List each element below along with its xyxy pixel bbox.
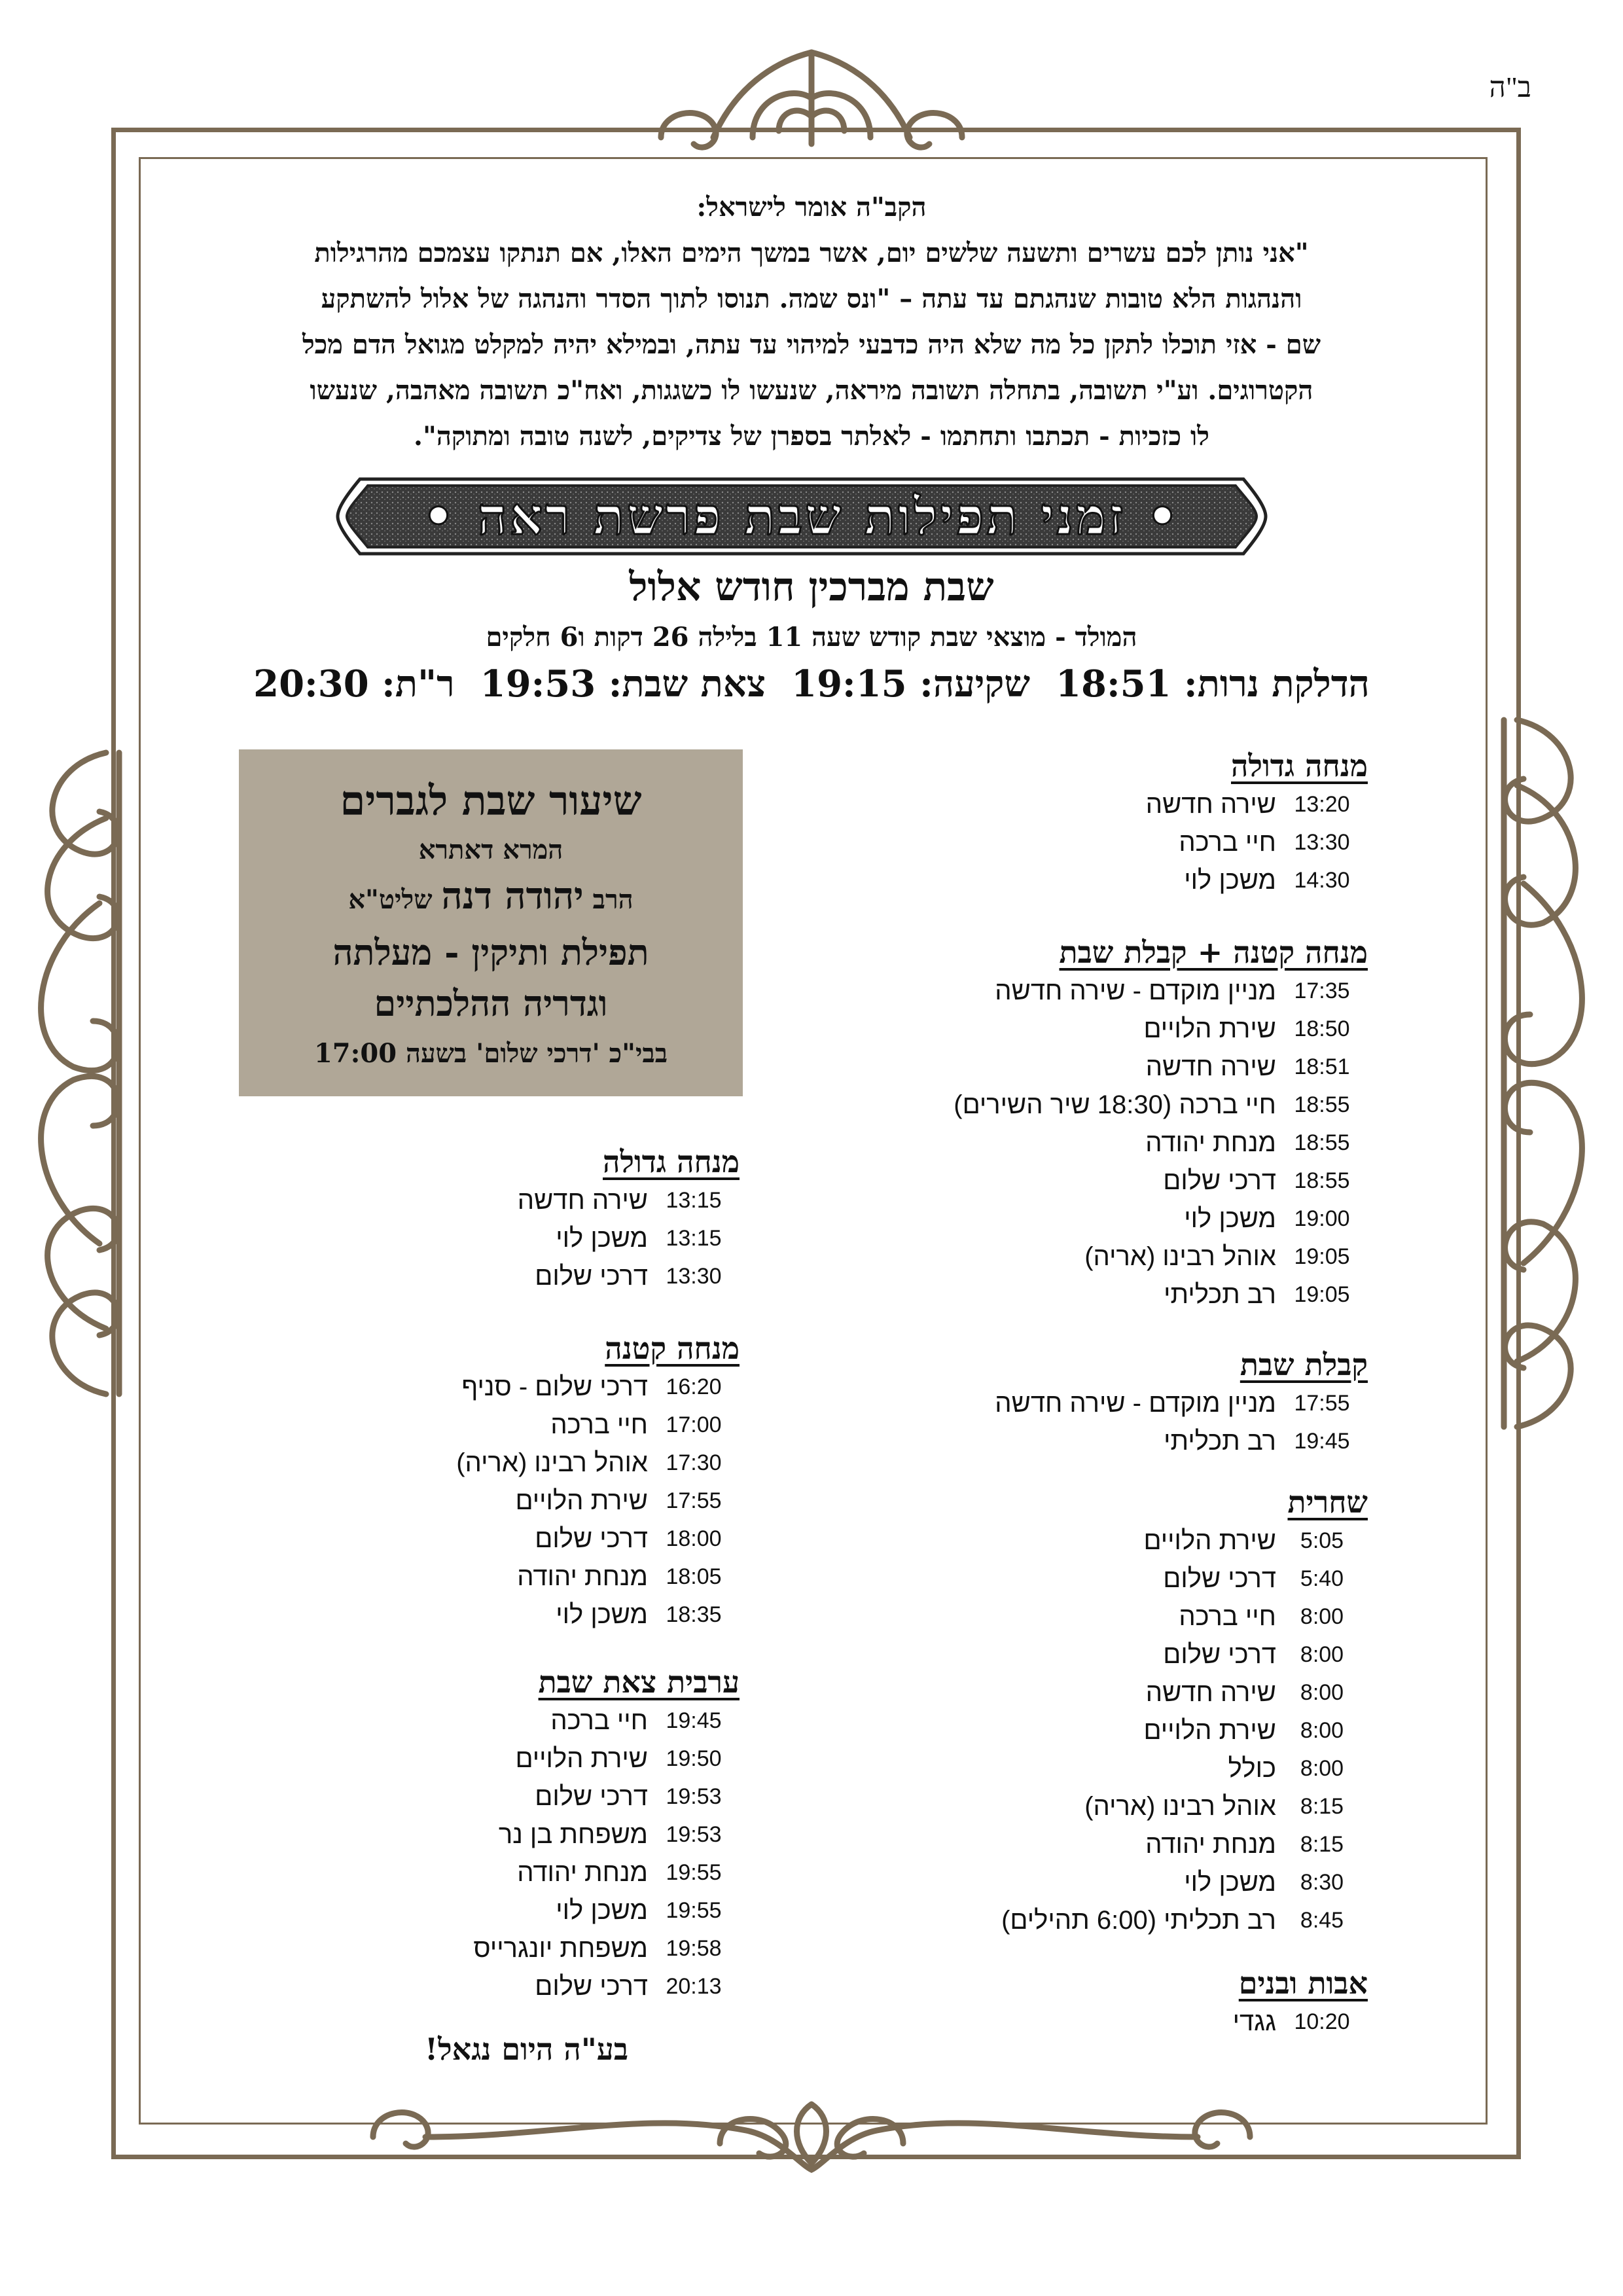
intro-line: והנהגות הלא טובות שנהגתם עד עתה – "ונס שמה. תנוסו לתוך הסדר והנהגה של אלול להשתקע [321, 283, 1302, 314]
row-time: 19:50 [666, 1746, 722, 1771]
row-name: שירה חדשה [1145, 1677, 1276, 1707]
left-scroll-ornament [8, 740, 139, 1407]
table-row [386, 1892, 740, 1929]
table-row [897, 1712, 1368, 1749]
row-name: משפחת בן נר [498, 1820, 648, 1849]
table-row [386, 1967, 740, 2005]
row-name: אוהל רבינו (אריה) [1084, 1791, 1276, 1821]
row-name: חיי ברכה [550, 1410, 648, 1439]
section-heading: מנחה קטנה [605, 1331, 740, 1366]
intro-quote [216, 185, 1407, 459]
row-name: רב תכליתי (6:00 תהילים) [1001, 1905, 1276, 1935]
row-time: 8:15 [1300, 1793, 1344, 1819]
table-row [386, 1520, 740, 1558]
row-time: 13:30 [666, 1263, 722, 1289]
table-row [897, 1384, 1368, 1422]
row-time: 17:30 [666, 1450, 722, 1475]
table-row [897, 1560, 1368, 1598]
row-time: 19:00 [1294, 1206, 1350, 1231]
section-heading: מנחה קטנה + קבלת שבת [1059, 935, 1368, 970]
table-row [897, 1598, 1368, 1636]
table-row [897, 1048, 1368, 1086]
row-time: 10:20 [1294, 2009, 1350, 2034]
table-row [386, 1219, 740, 1257]
row-name: משכן לוי [1184, 1204, 1276, 1233]
row-name: משכן לוי [1184, 1867, 1276, 1897]
row-time: 18:55 [1294, 1168, 1350, 1193]
row-name: שירה חדשה [517, 1185, 648, 1215]
section-heading: ערבית צאת שבת [538, 1664, 740, 1700]
row-time: 17:55 [1294, 1390, 1350, 1416]
table-row [386, 1558, 740, 1596]
intro-line: הקטרוגים. וע"י תשובה, בתחלה תשובה מיראה, שנעשו לו כשגגות, ואח"כ תשובה מאהבה, שנעשו [310, 375, 1313, 406]
section-avot-ubanim [897, 1964, 1368, 2041]
shiur-box [239, 749, 743, 1096]
row-name: מניין מוקדם - שירה חדשה [995, 1388, 1276, 1418]
section-shacharit [897, 1482, 1368, 1939]
table-row [897, 1901, 1368, 1939]
section-mincha-gedola-motzash [386, 1142, 740, 1295]
row-name: משפחת יונגרייס [473, 1933, 648, 1963]
row-time: 8:00 [1300, 1755, 1344, 1781]
row-time: 19:45 [666, 1708, 722, 1733]
bottom-scroll-ornament [353, 2091, 1270, 2183]
row-name: רב תכליתי [1164, 1280, 1276, 1309]
intro-line: שם - אזי תוכלו לתקן כל מה שלא היה כדבעי למיהוי עד עתה, ובמילא יהיה למקלט מגואל הדם מכל [302, 329, 1321, 360]
table-row [386, 1406, 740, 1444]
row-name: שירה חדשה [1145, 1052, 1276, 1081]
row-time: 19:53 [666, 1821, 722, 1847]
intro-line: "אני נותן לכם עשרים ותשעה שלשים יום, אשר במשך הימים האלו, אם תנתקו עצמכם מהרגילות [314, 238, 1309, 268]
row-time: 19:05 [1294, 1244, 1350, 1269]
table-row [897, 1162, 1368, 1200]
row-time: 13:30 [1294, 829, 1350, 855]
table-row [897, 1276, 1368, 1314]
row-name: מנחת יהודה [1145, 1128, 1276, 1157]
shiur-title: שיעור שבת לגברים [340, 777, 642, 825]
table-row [897, 1522, 1368, 1560]
row-name: רב תכליתי [1164, 1426, 1276, 1456]
row-time: 13:15 [666, 1225, 722, 1251]
table-row [386, 1816, 740, 1854]
row-name: דרכי שלום [535, 1261, 648, 1291]
row-time: 18:55 [1294, 1092, 1350, 1117]
intro-line: לו כזכיות - תכתבו ותחתמו - לאלתר בספרן של צדיקים, לשנה טובה ומתוקה". [414, 421, 1209, 452]
section-heading: מנחה גדולה [1231, 748, 1368, 783]
table-row [897, 823, 1368, 861]
row-time: 19:45 [1294, 1428, 1350, 1454]
row-time: 19:58 [666, 1935, 722, 1961]
table-row [897, 1825, 1368, 1863]
row-time: 19:55 [666, 1859, 722, 1885]
table-row [897, 1674, 1368, 1712]
table-row [386, 1778, 740, 1816]
row-name: גגדי [1232, 2007, 1276, 2036]
section-mincha-gedola [897, 746, 1368, 899]
row-name: מנחת יהודה [517, 1857, 648, 1887]
row-time: 8:45 [1300, 1907, 1344, 1933]
section-heading: קבלת שבת [1240, 1347, 1368, 1382]
row-time: 13:15 [666, 1187, 722, 1213]
table-row [897, 1749, 1368, 1787]
rt-label: ר"ת: [382, 662, 455, 706]
row-name: חיי ברכה [1179, 827, 1276, 857]
candle-label: הדלקת נרות: [1184, 662, 1370, 706]
section-heading: מנחה גדולה [603, 1144, 740, 1179]
footer-blessing: בע"ה היום נגאל! [424, 2032, 628, 2067]
table-row [386, 1482, 740, 1520]
table-row [897, 2003, 1368, 2041]
table-row [897, 972, 1368, 1010]
table-row [386, 1854, 740, 1892]
row-name: דרכי שלום [535, 1971, 648, 2001]
table-row [897, 1863, 1368, 1901]
row-name: דרכי שלום [1163, 1564, 1276, 1593]
row-time: 17:55 [666, 1488, 722, 1513]
rabbi-prefix: הרב [592, 884, 633, 915]
table-row [386, 1702, 740, 1740]
shiur-rabbi [239, 874, 743, 918]
row-time: 18:35 [666, 1602, 722, 1627]
table-row [897, 1238, 1368, 1276]
row-name: שירת הלויים [515, 1744, 648, 1773]
table-row [897, 1010, 1368, 1048]
table-row [386, 1929, 740, 1967]
row-name: אוהל רבינו (אריה) [456, 1448, 648, 1477]
shiur-topic [239, 927, 743, 1029]
row-name: מניין מוקדם - שירה חדשה [995, 976, 1276, 1005]
row-time: 8:00 [1300, 1679, 1344, 1705]
table-row [386, 1596, 740, 1634]
section-mincha-ketana [386, 1329, 740, 1634]
row-name: משכן לוי [556, 1895, 648, 1925]
row-time: 19:55 [666, 1897, 722, 1923]
row-time: 20:13 [666, 1973, 722, 1999]
row-time: 19:53 [666, 1784, 722, 1809]
table-row [897, 1636, 1368, 1674]
shiur-subtitle: המרא דאתרא [418, 834, 563, 865]
row-name: מנחת יהודה [1145, 1829, 1276, 1859]
table-row [386, 1444, 740, 1482]
right-scroll-ornament [1484, 707, 1615, 1440]
row-name: דרכי שלום [535, 1782, 648, 1811]
top-scroll-ornament [641, 39, 982, 164]
row-time: 16:20 [666, 1374, 722, 1399]
rabbi-name: יהודה דנה [441, 874, 584, 918]
table-row [897, 1422, 1368, 1460]
table-row [386, 1257, 740, 1295]
row-name: משכן לוי [556, 1600, 648, 1629]
rabbi-suffix: שליט"א [348, 884, 433, 915]
row-name: דרכי שלום [1163, 1640, 1276, 1669]
row-time: 5:40 [1300, 1566, 1344, 1591]
intro-line: הקב"ה אומר לישראל: [696, 192, 927, 223]
rt-time: 20:30 [253, 662, 369, 706]
section-arvit-motzash [386, 1662, 740, 2005]
section-mincha-ketana-kabbalat [897, 933, 1368, 1314]
table-row [386, 1368, 740, 1406]
row-time: 5:05 [1300, 1528, 1344, 1553]
row-time: 8:00 [1300, 1641, 1344, 1667]
table-row [897, 1787, 1368, 1825]
row-time: 17:00 [666, 1412, 722, 1437]
row-time: 18:51 [1294, 1054, 1350, 1079]
row-name: מנחת יהודה [517, 1562, 648, 1591]
row-name: שירת הלויים [515, 1486, 648, 1515]
section-heading: אבות ובנים [1238, 1965, 1368, 2001]
row-name: משכן לוי [556, 1223, 648, 1253]
row-time: 8:00 [1300, 1604, 1344, 1629]
table-row [386, 1181, 740, 1219]
sunset-time: 19:15 [791, 662, 907, 706]
shabbat-mevarchim-title: שבת מברכין חודש אלול [629, 564, 994, 610]
row-time: 8:15 [1300, 1831, 1344, 1857]
row-name: שירת הלויים [1143, 1014, 1276, 1043]
row-time: 19:05 [1294, 1282, 1350, 1307]
row-name: דרכי שלום [1163, 1166, 1276, 1195]
banner-title: • זמני תפילות שבת פרשת ראה • [421, 486, 1182, 547]
row-name: חיי ברכה [550, 1706, 648, 1735]
row-time: 8:00 [1300, 1717, 1344, 1743]
row-time: 18:55 [1294, 1130, 1350, 1155]
table-row [386, 1740, 740, 1778]
row-time: 14:30 [1294, 867, 1350, 893]
row-name: שירת הלויים [1143, 1526, 1276, 1555]
row-name: חיי ברכה [1179, 1602, 1276, 1631]
tzeit-time: 19:53 [480, 662, 596, 706]
candle-time: 18:51 [1056, 662, 1171, 706]
row-time: 17:35 [1294, 978, 1350, 1003]
table-row [897, 1200, 1368, 1238]
row-name: שירה חדשה [1145, 789, 1276, 819]
row-name: שירת הלויים [1143, 1715, 1276, 1745]
row-name: כולל [1228, 1753, 1276, 1783]
molad-line: המולד - מוצאי שבת קודש שעה 11 בלילה 26 דקות ו6 חלקים [486, 622, 1137, 653]
table-row [897, 1086, 1368, 1124]
section-kabbalat-shabbat [897, 1345, 1368, 1460]
table-row [897, 785, 1368, 823]
zmanim-line [0, 662, 1623, 706]
row-time: 8:30 [1300, 1869, 1344, 1895]
row-time: 18:05 [666, 1564, 722, 1589]
row-name: דרכי שלום - סניף [461, 1372, 648, 1401]
section-heading: שחרית [1287, 1484, 1368, 1520]
row-time: 13:20 [1294, 791, 1350, 817]
row-time: 18:00 [666, 1526, 722, 1551]
row-name: משכן לוי [1184, 865, 1276, 895]
table-row [897, 1124, 1368, 1162]
bh-header: ב"ה [1489, 71, 1531, 103]
row-name: חיי ברכה (18:30 שיר השירים) [954, 1090, 1276, 1119]
row-name: אוהל רבינו (אריה) [1084, 1242, 1276, 1271]
row-time: 18:50 [1294, 1016, 1350, 1041]
shiur-location: בבי"כ 'דרכי שלום' בשעה 17:00 [313, 1038, 668, 1069]
row-name: דרכי שלום [535, 1524, 648, 1553]
sunset-label: שקיעה: [919, 662, 1031, 706]
table-row [897, 861, 1368, 899]
title-banner [334, 475, 1270, 558]
shiur-topic-line: תפילת ותיקין - מעלתה [332, 931, 649, 973]
tzeit-label: צאת שבת: [608, 662, 766, 706]
shiur-topic-line: וגדריה ההלכתיים [374, 982, 608, 1024]
